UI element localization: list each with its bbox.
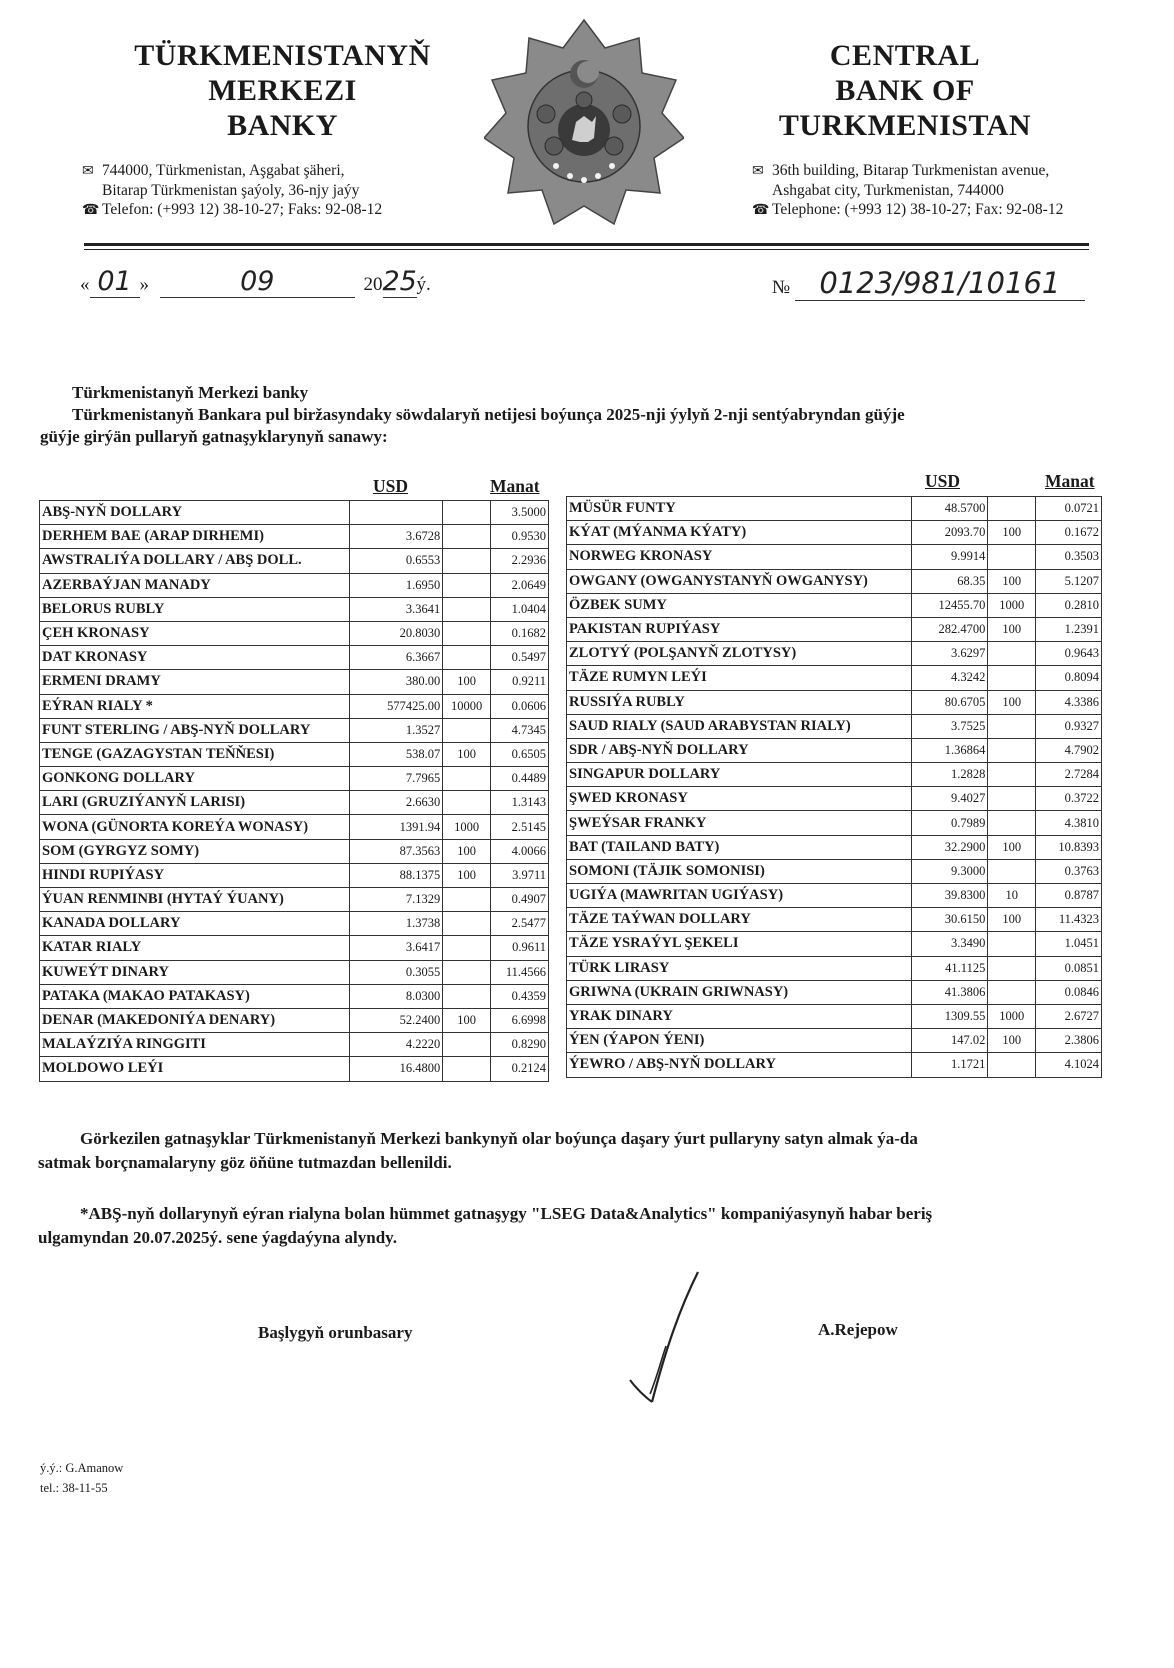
table-row	[567, 1053, 1102, 1077]
table-row	[567, 835, 1102, 859]
table-row	[40, 984, 549, 1008]
usd-rate: 147.02	[911, 1029, 988, 1053]
manat-rate: 4.1024	[1036, 1053, 1102, 1077]
signatory-title: Başlygyň orunbasary	[258, 1323, 413, 1342]
table-row	[40, 573, 549, 597]
currency-name: DERHEM BAE (ARAP DIRHEMI)	[40, 525, 350, 549]
currency-name: BAT (TAILAND BATY)	[567, 835, 912, 859]
table-row	[40, 791, 549, 815]
usd-rate: 1.2828	[911, 763, 988, 787]
usd-rate: 1.1721	[911, 1053, 988, 1077]
unit-scale: 100	[988, 690, 1036, 714]
currency-name: TÄZE YSRAÝYL ŞEKELI	[567, 932, 912, 956]
table-row	[567, 956, 1102, 980]
manat-rate: 0.4489	[491, 767, 549, 791]
unit-scale: 100	[988, 835, 1036, 859]
manat-rate: 0.2810	[1036, 593, 1102, 617]
currency-name: RUSSIÝA RUBLY	[567, 690, 912, 714]
currency-name: ŞWEÝSAR FRANKY	[567, 811, 912, 835]
manat-rate: 0.3722	[1036, 787, 1102, 811]
executor-info: ý.ý.: G.Amanow tel.: 38-11-55	[40, 1461, 124, 1495]
manat-rate: 0.8787	[1036, 884, 1102, 908]
unit-scale	[988, 763, 1036, 787]
manat-rate: 4.3810	[1036, 811, 1102, 835]
usd-rate: 20.8030	[349, 621, 443, 645]
currency-name: ÝEN (ÝAPON ÝENI)	[567, 1029, 912, 1053]
currency-name: ÇEH KRONASY	[40, 621, 350, 645]
usd-rate: 7.1329	[349, 888, 443, 912]
currency-name: AZERBAÝJAN MANADY	[40, 573, 350, 597]
unit-scale	[988, 859, 1036, 883]
table-row	[40, 597, 549, 621]
table-row	[40, 1033, 549, 1057]
unit-scale	[988, 714, 1036, 738]
unit-scale	[443, 960, 491, 984]
usd-rate: 4.3242	[911, 666, 988, 690]
unit-scale	[443, 888, 491, 912]
table-row	[40, 525, 549, 549]
currency-name: KATAR RIALY	[40, 936, 350, 960]
usd-rate: 3.6417	[349, 936, 443, 960]
currency-name: OWGANY (OWGANYSTANYŇ OWGANYSY)	[567, 569, 912, 593]
usd-rate: 2.6630	[349, 791, 443, 815]
table-row	[40, 936, 549, 960]
table-row	[40, 718, 549, 742]
manat-rate: 2.6727	[1036, 1004, 1102, 1028]
table-row	[567, 690, 1102, 714]
manat-rate: 1.0404	[491, 597, 549, 621]
envelope-icon: ✉	[752, 164, 764, 179]
usd-rate: 52.2400	[349, 1008, 443, 1032]
table-row	[567, 593, 1102, 617]
table-row	[567, 811, 1102, 835]
unit-scale	[988, 980, 1036, 1004]
usd-rate: 4.2220	[349, 1033, 443, 1057]
currency-name: BELORUS RUBLY	[40, 597, 350, 621]
table-row	[567, 666, 1102, 690]
usd-rate: 41.1125	[911, 956, 988, 980]
table-row	[567, 884, 1102, 908]
usd-rate: 1.36864	[911, 738, 988, 762]
manat-rate: 0.6505	[491, 742, 549, 766]
unit-scale	[443, 718, 491, 742]
manat-rate: 0.4907	[491, 888, 549, 912]
manat-rate: 1.2391	[1036, 617, 1102, 641]
manat-rate: 10.8393	[1036, 835, 1102, 859]
table-row	[40, 912, 549, 936]
usd-rate: 1309.55	[911, 1004, 988, 1028]
currency-name: GONKONG DOLLARY	[40, 767, 350, 791]
unit-scale	[988, 545, 1036, 569]
usd-rate: 87.3563	[349, 839, 443, 863]
table-row	[40, 646, 549, 670]
unit-scale	[988, 642, 1036, 666]
table-row	[40, 694, 549, 718]
unit-scale: 100	[988, 1029, 1036, 1053]
usd-rate: 48.5700	[911, 497, 988, 521]
usd-rate: 3.3490	[911, 932, 988, 956]
currency-name: LARI (GRUZIÝANYŇ LARISI)	[40, 791, 350, 815]
currency-name: ÝEWRO / ABŞ-NYŇ DOLLARY	[567, 1053, 912, 1077]
usd-rate: 0.3055	[349, 960, 443, 984]
manat-rate: 0.9643	[1036, 642, 1102, 666]
telephone-icon: ☎	[82, 203, 100, 218]
usd-rate	[349, 501, 443, 525]
usd-rate: 1.3527	[349, 718, 443, 742]
reference-number: № 0123/981/10161	[772, 266, 1085, 301]
date-day: 01	[90, 266, 140, 298]
unit-scale: 100	[988, 521, 1036, 545]
unit-scale: 100	[443, 863, 491, 887]
usd-rate: 3.7525	[911, 714, 988, 738]
manat-rate: 0.5497	[491, 646, 549, 670]
unit-scale: 100	[988, 569, 1036, 593]
right-bank-title: CENTRAL BANK OF TURKMENISTAN	[778, 39, 1032, 142]
usd-rate: 1.3738	[349, 912, 443, 936]
currency-name: PAKISTAN RUPIÝASY	[567, 617, 912, 641]
currency-name: NORWEG KRONASY	[567, 545, 912, 569]
unit-scale	[443, 767, 491, 791]
table-row	[567, 932, 1102, 956]
document-date: « 01 » 09 2025ý.	[80, 266, 431, 297]
table-row	[567, 497, 1102, 521]
manat-rate: 2.0649	[491, 573, 549, 597]
left-usd-header: USD	[373, 476, 409, 496]
manat-rate: 11.4323	[1036, 908, 1102, 932]
table-row	[567, 738, 1102, 762]
date-year: 25	[382, 266, 417, 297]
usd-rate: 380.00	[349, 670, 443, 694]
unit-scale	[443, 1033, 491, 1057]
table-row	[567, 763, 1102, 787]
unit-scale	[443, 646, 491, 670]
usd-rate: 2093.70	[911, 521, 988, 545]
table-row	[40, 742, 549, 766]
currency-name: SOMONI (TÄJIK SOMONISI)	[567, 859, 912, 883]
table-row	[40, 549, 549, 573]
usd-rate: 7.7965	[349, 767, 443, 791]
currency-name: MALAÝZIÝA RINGGITI	[40, 1033, 350, 1057]
usd-rate: 39.8300	[911, 884, 988, 908]
table-row	[567, 787, 1102, 811]
manat-rate: 0.0846	[1036, 980, 1102, 1004]
manat-rate: 0.1682	[491, 621, 549, 645]
usd-rate: 9.3000	[911, 859, 988, 883]
usd-rate: 32.2900	[911, 835, 988, 859]
table-row	[567, 569, 1102, 593]
table-row	[567, 545, 1102, 569]
currency-name: KANADA DOLLARY	[40, 912, 350, 936]
manat-rate: 4.7345	[491, 718, 549, 742]
usd-rate: 3.6297	[911, 642, 988, 666]
manat-rate: 0.4359	[491, 984, 549, 1008]
usd-rate: 88.1375	[349, 863, 443, 887]
usd-rate: 9.4027	[911, 787, 988, 811]
manat-rate: 3.9711	[491, 863, 549, 887]
currency-name: KUWEÝT DINARY	[40, 960, 350, 984]
table-row	[567, 642, 1102, 666]
unit-scale	[988, 811, 1036, 835]
disclaimer-note: Görkezilen gatnaşyklar Türkmenistanyň Merkezi bankynyň olar boýunça daşary ýurt pullaryny satyn almak ýa-da satmak borçnamalaryny göz öňüne tutmazdan bellenildi.	[38, 1129, 918, 1172]
unit-scale	[988, 956, 1036, 980]
unit-scale: 10000	[443, 694, 491, 718]
unit-scale	[443, 984, 491, 1008]
unit-scale: 100	[443, 670, 491, 694]
unit-scale	[988, 497, 1036, 521]
table-row	[567, 521, 1102, 545]
currency-name: DAT KRONASY	[40, 646, 350, 670]
table-row	[567, 1004, 1102, 1028]
usd-rate: 6.3667	[349, 646, 443, 670]
currency-name: MÜSÜR FUNTY	[567, 497, 912, 521]
currency-name: ŞWED KRONASY	[567, 787, 912, 811]
right-rates-table	[566, 496, 1102, 1078]
currency-name: HINDI RUPIÝASY	[40, 863, 350, 887]
table-row	[40, 670, 549, 694]
signatory-name: A.Rejepow	[818, 1320, 898, 1339]
manat-rate: 0.9211	[491, 670, 549, 694]
unit-scale	[443, 1057, 491, 1081]
manat-rate: 0.0851	[1036, 956, 1102, 980]
usd-rate: 8.0300	[349, 984, 443, 1008]
usd-rate: 9.9914	[911, 545, 988, 569]
unit-scale	[988, 666, 1036, 690]
currency-name: ABŞ-NYŇ DOLLARY	[40, 501, 350, 525]
table-row	[40, 960, 549, 984]
currency-name: TÄZE RUMYN LEÝI	[567, 666, 912, 690]
table-row	[567, 980, 1102, 1004]
table-row	[567, 859, 1102, 883]
currency-name: DENAR (MAKEDONIÝA DENARY)	[40, 1008, 350, 1032]
unit-scale	[443, 936, 491, 960]
manat-rate: 0.9327	[1036, 714, 1102, 738]
unit-scale: 10	[988, 884, 1036, 908]
unit-scale	[443, 573, 491, 597]
left-rates-table	[39, 500, 549, 1082]
currency-name: ERMENI DRAMY	[40, 670, 350, 694]
left-bank-title: TÜRKMENISTANYŇ MERKEZI BANKY	[134, 39, 431, 142]
unit-scale	[988, 1053, 1036, 1077]
table-row	[40, 621, 549, 645]
manat-rate: 2.2936	[491, 549, 549, 573]
currency-name: ÖZBEK SUMY	[567, 593, 912, 617]
manat-rate: 0.2124	[491, 1057, 549, 1081]
table-row	[40, 839, 549, 863]
currency-name: PATAKA (MAKAO PATAKASY)	[40, 984, 350, 1008]
usd-rate: 16.4800	[349, 1057, 443, 1081]
manat-rate: 4.3386	[1036, 690, 1102, 714]
manat-rate: 2.5145	[491, 815, 549, 839]
envelope-icon: ✉	[82, 164, 94, 179]
table-row	[40, 1057, 549, 1081]
usd-rate: 80.6705	[911, 690, 988, 714]
usd-rate: 3.3641	[349, 597, 443, 621]
right-usd-header: USD	[925, 471, 961, 491]
date-month: 09	[160, 266, 355, 298]
unit-scale	[443, 621, 491, 645]
national-emblem	[484, 18, 684, 226]
manat-rate: 0.1672	[1036, 521, 1102, 545]
usd-rate: 12455.70	[911, 593, 988, 617]
manat-rate: 4.7902	[1036, 738, 1102, 762]
manat-rate: 4.0066	[491, 839, 549, 863]
handwritten-signature	[620, 1268, 710, 1408]
manat-rate: 0.3503	[1036, 545, 1102, 569]
currency-name: ÝUAN RENMINBI (HYTAÝ ÝUANY)	[40, 888, 350, 912]
unit-scale: 100	[988, 908, 1036, 932]
manat-rate: 0.0606	[491, 694, 549, 718]
currency-name: YRAK DINARY	[567, 1004, 912, 1028]
unit-scale	[988, 932, 1036, 956]
unit-scale	[443, 791, 491, 815]
table-row	[40, 863, 549, 887]
currency-name: GRIWNA (UKRAIN GRIWNASY)	[567, 980, 912, 1004]
table-row	[40, 501, 549, 525]
table-row	[567, 714, 1102, 738]
manat-rate: 2.3806	[1036, 1029, 1102, 1053]
manat-rate: 11.4566	[491, 960, 549, 984]
usd-rate: 68.35	[911, 569, 988, 593]
currency-name: TENGE (GAZAGYSTAN TEŇŇESI)	[40, 742, 350, 766]
usd-rate: 577425.00	[349, 694, 443, 718]
manat-rate: 2.7284	[1036, 763, 1102, 787]
currency-name: KÝAT (MÝANMA KÝATY)	[567, 521, 912, 545]
left-manat-header: Manat	[490, 476, 540, 496]
currency-name: TÄZE TAÝWAN DOLLARY	[567, 908, 912, 932]
manat-rate: 3.5000	[491, 501, 549, 525]
unit-scale: 1000	[988, 593, 1036, 617]
left-address: ✉ 744000, Türkmenistan, Aşgabat şäheri, Bitarap Türkmenistan şaýoly, 36-njy jaýy ☎ Telefon: (+993 12) 38-10-27; Faks: 92-08-12	[82, 162, 383, 218]
usd-rate: 1391.94	[349, 815, 443, 839]
currency-name: SDR / ABŞ-NYŇ DOLLARY	[567, 738, 912, 762]
usd-rate: 30.6150	[911, 908, 988, 932]
currency-name: UGIÝA (MAWRITAN UGIÝASY)	[567, 884, 912, 908]
currency-name: ZLOTYÝ (POLŞANYŇ ZLOTYSY)	[567, 642, 912, 666]
manat-rate: 0.8290	[491, 1033, 549, 1057]
unit-scale: 100	[988, 617, 1036, 641]
currency-name: AWSTRALIÝA DOLLARY / ABŞ DOLL.	[40, 549, 350, 573]
table-row	[40, 815, 549, 839]
currency-name: MOLDOWO LEÝI	[40, 1057, 350, 1081]
unit-scale: 1000	[443, 815, 491, 839]
usd-rate: 0.7989	[911, 811, 988, 835]
usd-rate: 3.6728	[349, 525, 443, 549]
usd-rate: 0.6553	[349, 549, 443, 573]
intro-text: Türkmenistanyň Merkezi banky Türkmenistanyň Bankara pul biržasyndaky söwdalaryň netijesi boýunça 2025-nji ýylyň 2-nji sentýabryndan güýje güýje girýän pullaryň gatnaşyklarynyň sanawy:	[40, 383, 905, 446]
manat-rate: 0.9530	[491, 525, 549, 549]
unit-scale	[988, 738, 1036, 762]
currency-name: EÝRAN RIALY *	[40, 694, 350, 718]
currency-name: TÜRK LIRASY	[567, 956, 912, 980]
currency-name: WONA (GÜNORTA KOREÝA WONASY)	[40, 815, 350, 839]
unit-scale: 100	[443, 742, 491, 766]
unit-scale	[443, 525, 491, 549]
right-address: ✉ 36th building, Bitarap Turkmenistan avenue, Ashgabat city, Turkmenistan, 744000 ☎ Telephone: (+993 12) 38-10-27; Fax: 92-08-12	[752, 162, 1064, 218]
manat-rate: 2.5477	[491, 912, 549, 936]
unit-scale: 100	[443, 1008, 491, 1032]
currency-name: FUNT STERLING / ABŞ-NYŇ DOLLARY	[40, 718, 350, 742]
manat-rate: 5.1207	[1036, 569, 1102, 593]
unit-scale	[443, 912, 491, 936]
usd-rate: 41.3806	[911, 980, 988, 1004]
table-row	[40, 888, 549, 912]
usd-rate: 1.6950	[349, 573, 443, 597]
unit-scale: 1000	[988, 1004, 1036, 1028]
usd-rate: 282.4700	[911, 617, 988, 641]
manat-rate: 0.3763	[1036, 859, 1102, 883]
manat-rate: 0.9611	[491, 936, 549, 960]
header-divider-thick	[84, 243, 1089, 246]
header-divider-thin	[84, 249, 1089, 250]
manat-rate: 1.0451	[1036, 932, 1102, 956]
manat-rate: 6.6998	[491, 1008, 549, 1032]
telephone-icon: ☎	[752, 203, 770, 218]
currency-name: SAUD RIALY (SAUD ARABYSTAN RIALY)	[567, 714, 912, 738]
currency-name: SOM (GYRGYZ SOMY)	[40, 839, 350, 863]
currency-name: SINGAPUR DOLLARY	[567, 763, 912, 787]
unit-scale	[443, 597, 491, 621]
iran-rial-note: *ABŞ-nyň dollarynyň eýran rialyna bolan hümmet gatnaşygy "LSEG Data&Analytics" kompaniýasynyň habar beriş ulgamyndan 20.07.2025ý. sene ýagdaýyna alyndy.	[38, 1204, 933, 1247]
manat-rate: 0.0721	[1036, 497, 1102, 521]
unit-scale	[443, 501, 491, 525]
right-manat-header: Manat	[1045, 471, 1095, 491]
table-row	[567, 1029, 1102, 1053]
unit-scale	[443, 549, 491, 573]
manat-rate: 1.3143	[491, 791, 549, 815]
table-row	[567, 908, 1102, 932]
unit-scale	[988, 787, 1036, 811]
unit-scale: 100	[443, 839, 491, 863]
manat-rate: 0.8094	[1036, 666, 1102, 690]
usd-rate: 538.07	[349, 742, 443, 766]
table-row	[40, 767, 549, 791]
table-row	[40, 1008, 549, 1032]
table-row	[567, 617, 1102, 641]
